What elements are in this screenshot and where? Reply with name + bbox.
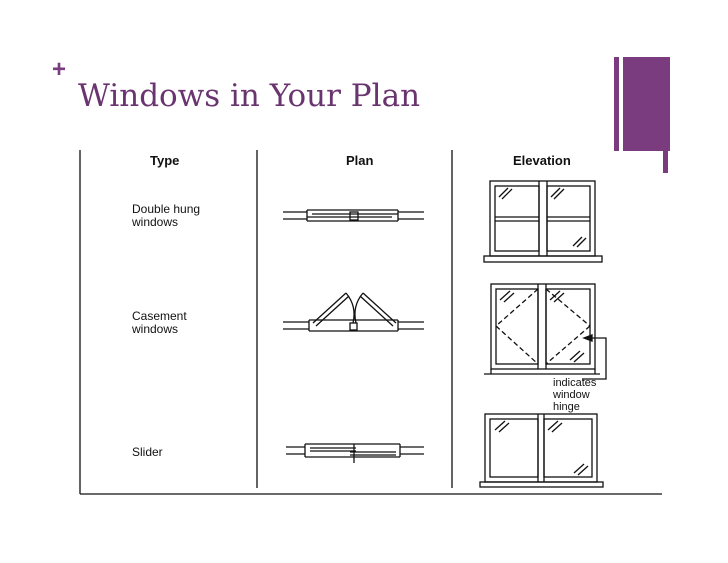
- plan-casement: [283, 293, 424, 331]
- type-label-casement-line2: windows: [132, 322, 179, 336]
- slide-title: Windows in Your Plan: [78, 78, 421, 114]
- header-elevation: Elevation: [513, 153, 571, 168]
- type-label-casement-line1: Casement: [132, 309, 187, 323]
- plan-double-hung: [283, 210, 424, 221]
- hinge-annotation-leader: [582, 335, 606, 379]
- hinge-annotation-line1: indicates: [553, 377, 597, 389]
- header-plan: Plan: [346, 153, 374, 168]
- elevation-casement: [484, 284, 600, 374]
- hinge-annotation-line3: hinge: [553, 401, 580, 413]
- elevation-slider: [480, 414, 603, 487]
- hinge-annotation-line2: window: [553, 389, 590, 401]
- elevation-double-hung: [484, 181, 602, 262]
- type-label-slider: Slider: [132, 445, 163, 459]
- header-type: Type: [150, 153, 180, 168]
- type-label-double-hung-line2: windows: [132, 215, 179, 229]
- plan-slider: [286, 444, 424, 463]
- type-label-double-hung-line1: Double hung: [132, 202, 201, 216]
- plus-icon: +: [52, 56, 67, 83]
